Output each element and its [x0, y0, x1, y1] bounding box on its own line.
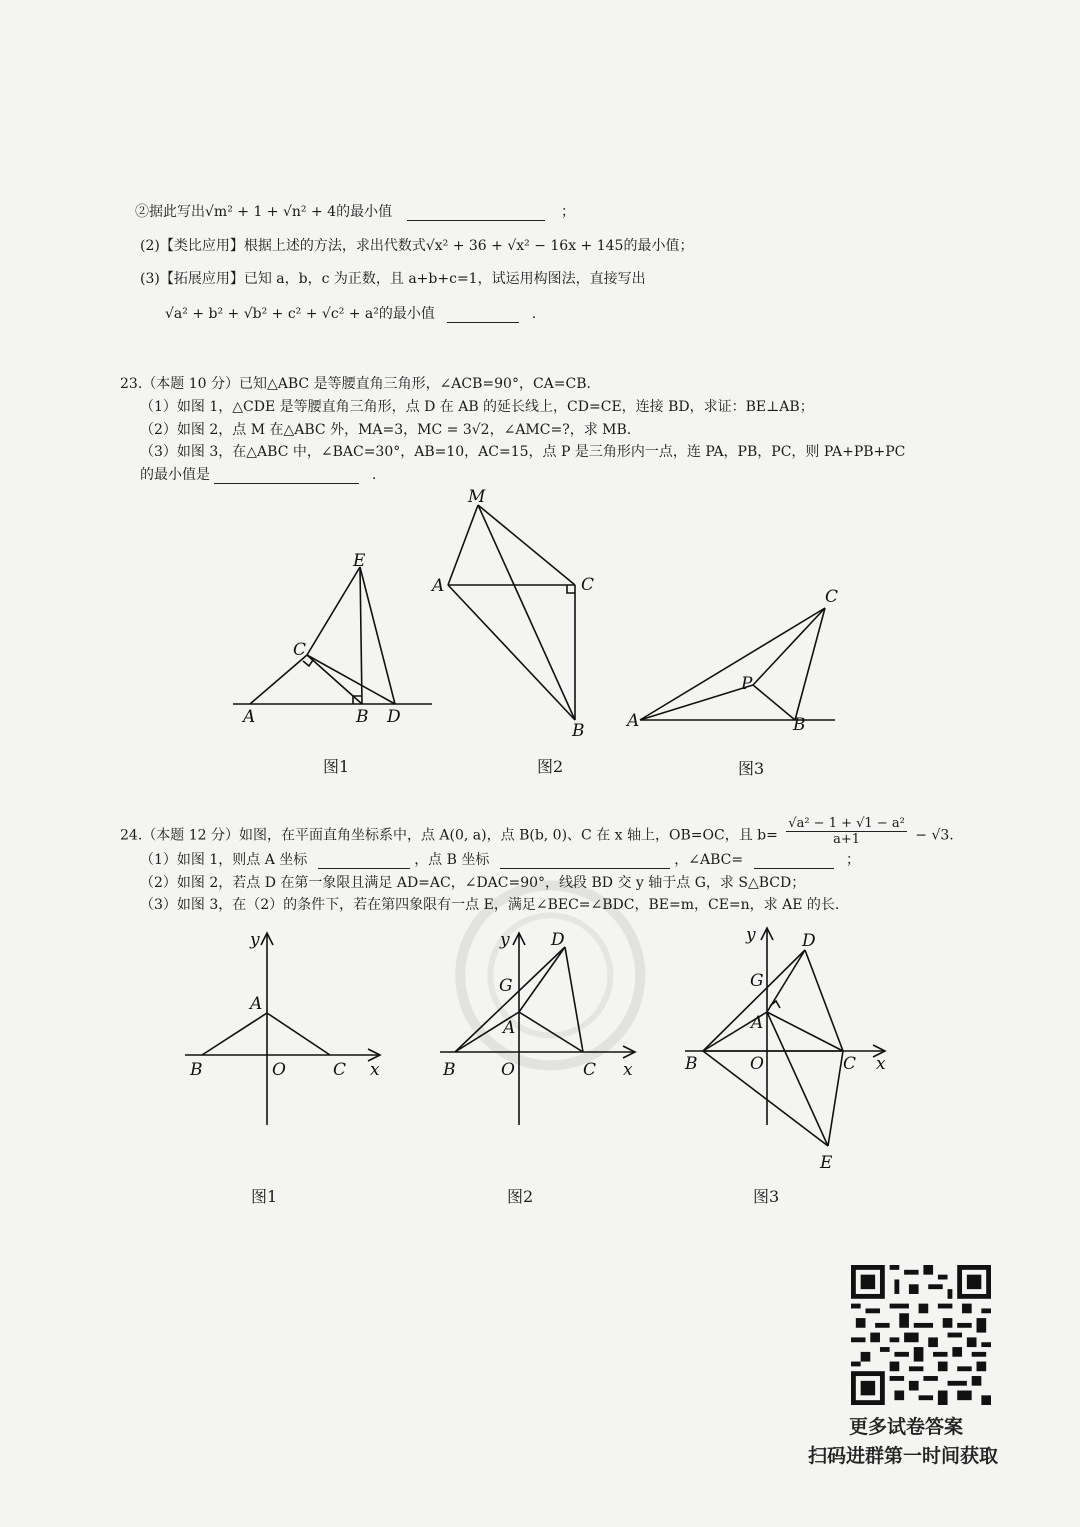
q24-part1-b: ，点 B 坐标 — [414, 852, 490, 868]
q23-part2: （2）如图 2，点 M 在△ABC 外，MA=3，MC = 3√2，∠AMC=?，求 MB. — [140, 422, 632, 438]
answer-blank — [407, 206, 545, 221]
fig3-label-b: B — [793, 715, 806, 735]
q24-fig2-label-x: x — [623, 1060, 633, 1080]
footer-line-2: 扫码进群第一时间获取 — [808, 1445, 999, 1467]
q24-title-text: 24.（本题 12 分）如图，在平面直角坐标系中，点 A(0, a)，点 B(b, 0)、C 在 x 轴上，OB=OC，且 b= — [120, 827, 778, 844]
q24-fig1-caption: 图1 — [251, 1187, 278, 1206]
q23-figure-3 — [625, 585, 850, 735]
q24-fig2-caption: 图2 — [507, 1187, 534, 1206]
q24-figure-3 — [680, 920, 895, 1175]
q24-part2: （2）如图 2，若点 D 在第一象限且满足 AD=AC，∠DAC=90°，线段 BD 交 y 轴于点 G，求 S△BCD； — [140, 875, 806, 891]
q24-fig2-label-b: B — [443, 1060, 456, 1080]
q23-fig3-caption: 图3 — [738, 759, 765, 778]
answer-blank — [754, 854, 834, 869]
q23-part3b-text: 的最小值是 — [140, 467, 210, 483]
q24-fig3-label-y: y — [746, 925, 756, 945]
fig1-label-d: D — [387, 707, 401, 727]
q24-part1-a: （1）如图 1，则点 A 坐标 — [140, 852, 308, 868]
q24-fraction-numerator: √a² − 1 + √1 − a² — [788, 816, 905, 831]
qr-code[interactable] — [851, 1265, 991, 1405]
q23-fig2-caption: 图2 — [537, 757, 564, 776]
q22-part1-b-end: ； — [560, 204, 575, 220]
fig2-label-a: A — [432, 576, 445, 596]
q24-part1-c: ，∠ABC= — [674, 852, 744, 868]
q24-part1-end: ； — [846, 852, 861, 868]
q24-part1 — [140, 851, 860, 869]
answer-blank — [214, 469, 359, 484]
q24-fig2-label-g: G — [499, 976, 513, 996]
q24-fig3-label-b: B — [685, 1054, 698, 1074]
q24-fig2-label-o: O — [501, 1060, 515, 1080]
q22-part3-expr-text: √a² + b² + √b² + c² + √c² + a²的最小值 — [165, 306, 435, 322]
q23-part3b-end: . — [371, 467, 377, 483]
q23-title: 23.（本题 10 分）已知△ABC 是等腰直角三角形，∠ACB=90°，CA=CB. — [120, 376, 591, 392]
q24-fig2-label-a: A — [503, 1018, 516, 1038]
q24-fig3-label-d: D — [802, 931, 816, 951]
fig1-label-b: B — [356, 707, 369, 727]
q23-fig1-caption: 图1 — [323, 757, 350, 776]
q23-part1: （1）如图 1，△CDE 是等腰直角三角形，点 D 在 AB 的延长线上，CD=CE，连接 BD，求证：BE⊥AB； — [140, 399, 814, 415]
q24-fig1-label-c: C — [333, 1060, 347, 1080]
fig2-label-c: C — [581, 575, 595, 595]
q23-part3: （3）如图 3，在△ABC 中，∠BAC=30°，AB=10，AC=15，点 P 是三角形内一点，连 PA，PB，PC，则 PA+PB+PC — [140, 444, 906, 460]
q24-figure-2 — [435, 925, 650, 1135]
q24-fig1-label-o: O — [272, 1060, 286, 1080]
q24-title — [120, 816, 954, 851]
q24-title-end: − √3. — [915, 827, 954, 844]
q22-part3-end: . — [531, 306, 537, 322]
q24-fig1-label-a: A — [250, 994, 263, 1014]
footer-line-1: 更多试卷答案 — [849, 1416, 964, 1438]
q24-fig2-label-y: y — [500, 930, 510, 950]
answer-blank — [447, 308, 519, 323]
fig1-label-a: A — [243, 707, 256, 727]
q24-fig3-caption: 图3 — [753, 1187, 780, 1206]
fig2-label-b: B — [572, 721, 585, 741]
q24-fig2-label-d: D — [551, 930, 565, 950]
q24-fig2-label-c: C — [583, 1060, 597, 1080]
q22-part1-b — [135, 203, 575, 221]
fig2-label-m: M — [468, 487, 486, 507]
fig3-label-p: P — [741, 674, 753, 694]
q24-fig3-label-x: x — [876, 1054, 886, 1074]
q23-figure-2 — [430, 485, 605, 740]
q24-figure-1 — [180, 925, 395, 1135]
fig1-label-c: C — [293, 640, 307, 660]
fig1-label-e: E — [353, 551, 366, 571]
q24-fig3-label-a: A — [751, 1013, 764, 1033]
q22-part3: (3)【拓展应用】已知 a，b，c 为正数，且 a+b+c=1，试运用构图法，直接写出 — [140, 271, 646, 287]
q24-fig3-label-g: G — [750, 971, 764, 991]
q24-fig1-label-y: y — [250, 930, 260, 950]
q22-part3-expr — [165, 305, 536, 323]
q24-fig3-label-c: C — [843, 1054, 857, 1074]
answer-blank — [500, 854, 670, 869]
q24-fig1-label-b: B — [190, 1060, 203, 1080]
q24-fig3-label-e: E — [820, 1153, 833, 1173]
q24-fraction — [786, 816, 907, 847]
q24-part3: （3）如图 3，在（2）的条件下，若在第四象限有一点 E，满足∠BEC=∠BDC，BE=m，CE=n，求 AE 的长. — [140, 897, 840, 913]
q22-part2: (2)【类比应用】根据上述的方法，求出代数式√x² + 36 + √x² − 16x + 145的最小值； — [140, 238, 694, 254]
q24-fig1-label-x: x — [370, 1060, 380, 1080]
q22-part1-b-text: ②据此写出√m² + 1 + √n² + 4的最小值 — [135, 204, 393, 220]
q23-figure-1 — [225, 545, 440, 730]
q24-fig3-label-o: O — [750, 1054, 764, 1074]
q23-part3b — [140, 466, 376, 484]
fig3-label-a: A — [627, 711, 640, 731]
fig3-label-c: C — [825, 587, 839, 607]
q24-fraction-denominator: a+1 — [833, 832, 861, 847]
answer-blank — [318, 854, 410, 869]
